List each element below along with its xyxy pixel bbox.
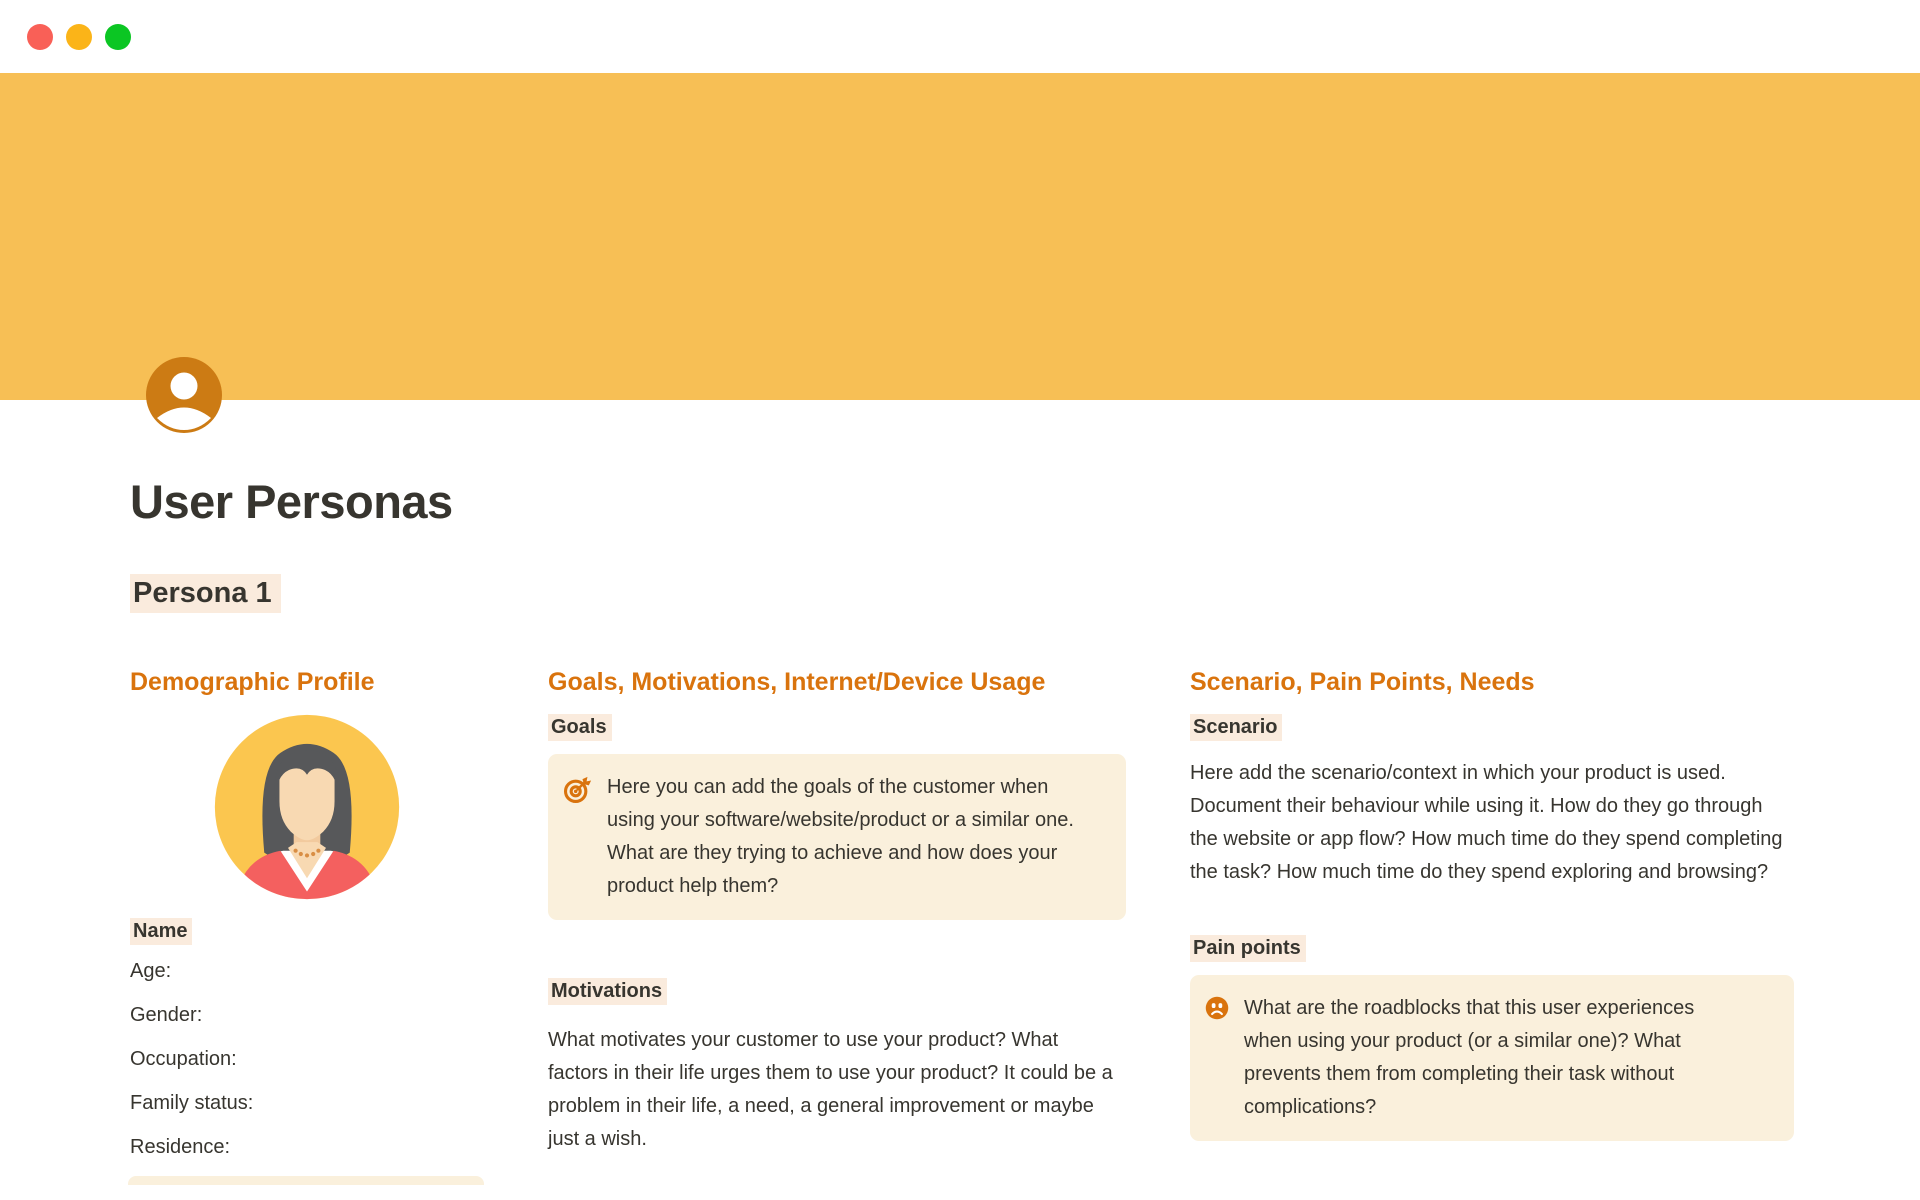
field-occupation[interactable]: Occupation: — [130, 1048, 237, 1070]
subheading-scenario[interactable]: Scenario — [1190, 714, 1282, 741]
column-scenario-pain-points — [1190, 669, 1794, 1185]
pain-points-callout-text: What are the roadblocks that this user experiences when using your product (or a similar one)? What prevents them from completing their task without complications? — [1244, 997, 1695, 1118]
column-header-demographic-profile[interactable]: Demographic Profile — [130, 668, 375, 696]
subheading-name[interactable]: Name — [130, 918, 192, 945]
page-title[interactable]: User Personas — [130, 475, 453, 528]
woman-avatar-image — [212, 712, 402, 902]
goals-callout-text: Here you can add the goals of the customer when using your software/website/product or a similar one. What are they trying to achieve and how does your product help them? — [607, 776, 1074, 897]
pain-points-callout[interactable] — [1190, 975, 1794, 1141]
goals-callout[interactable] — [548, 754, 1126, 920]
page-content — [0, 476, 1920, 1185]
column-header-goals-motivations[interactable]: Goals, Motivations, Internet/Device Usage — [548, 668, 1046, 696]
column-demographic-profile — [130, 669, 484, 1185]
page-cover-banner — [0, 73, 1920, 400]
window-zoom-button[interactable] — [105, 24, 131, 50]
target-icon — [563, 775, 592, 804]
field-gender[interactable]: Gender: — [130, 1004, 203, 1026]
persona-portrait-illustration[interactable] — [212, 712, 402, 902]
motivations-paragraph[interactable]: What motivates your customer to use your product? What factors in their life urges them to use your product? It could be a problem in their life, a need, a general improvement or maybe just a wish. — [548, 1029, 1113, 1150]
subheading-goals[interactable]: Goals — [548, 714, 612, 741]
callout-top-edge-partial — [128, 1176, 484, 1185]
column-header-scenario-pain-points[interactable]: Scenario, Pain Points, Needs — [1190, 668, 1535, 696]
person-circle-icon — [146, 357, 222, 433]
window-titlebar — [0, 0, 1920, 73]
field-age[interactable]: Age: — [130, 960, 172, 982]
scenario-paragraph[interactable]: Here add the scenario/context in which your product is used. Document their behaviour while using it. How do they go through the website or app flow? How much time do they spend completing the task? How much time do they spend exploring and browsing? — [1190, 762, 1783, 883]
column-goals-motivations — [548, 669, 1126, 1185]
sad-face-icon — [1205, 996, 1229, 1020]
field-family-status[interactable]: Family status: — [130, 1092, 254, 1114]
field-residence[interactable]: Residence: — [130, 1136, 231, 1158]
subheading-motivations[interactable]: Motivations — [548, 978, 667, 1005]
subheading-pain-points[interactable]: Pain points — [1190, 935, 1306, 962]
window-close-button[interactable] — [27, 24, 53, 50]
three-column-layout — [130, 669, 1920, 1185]
page-icon-person-circle[interactable] — [146, 357, 222, 433]
section-heading-persona-1[interactable]: Persona 1 — [130, 574, 281, 613]
window-minimize-button[interactable] — [66, 24, 92, 50]
